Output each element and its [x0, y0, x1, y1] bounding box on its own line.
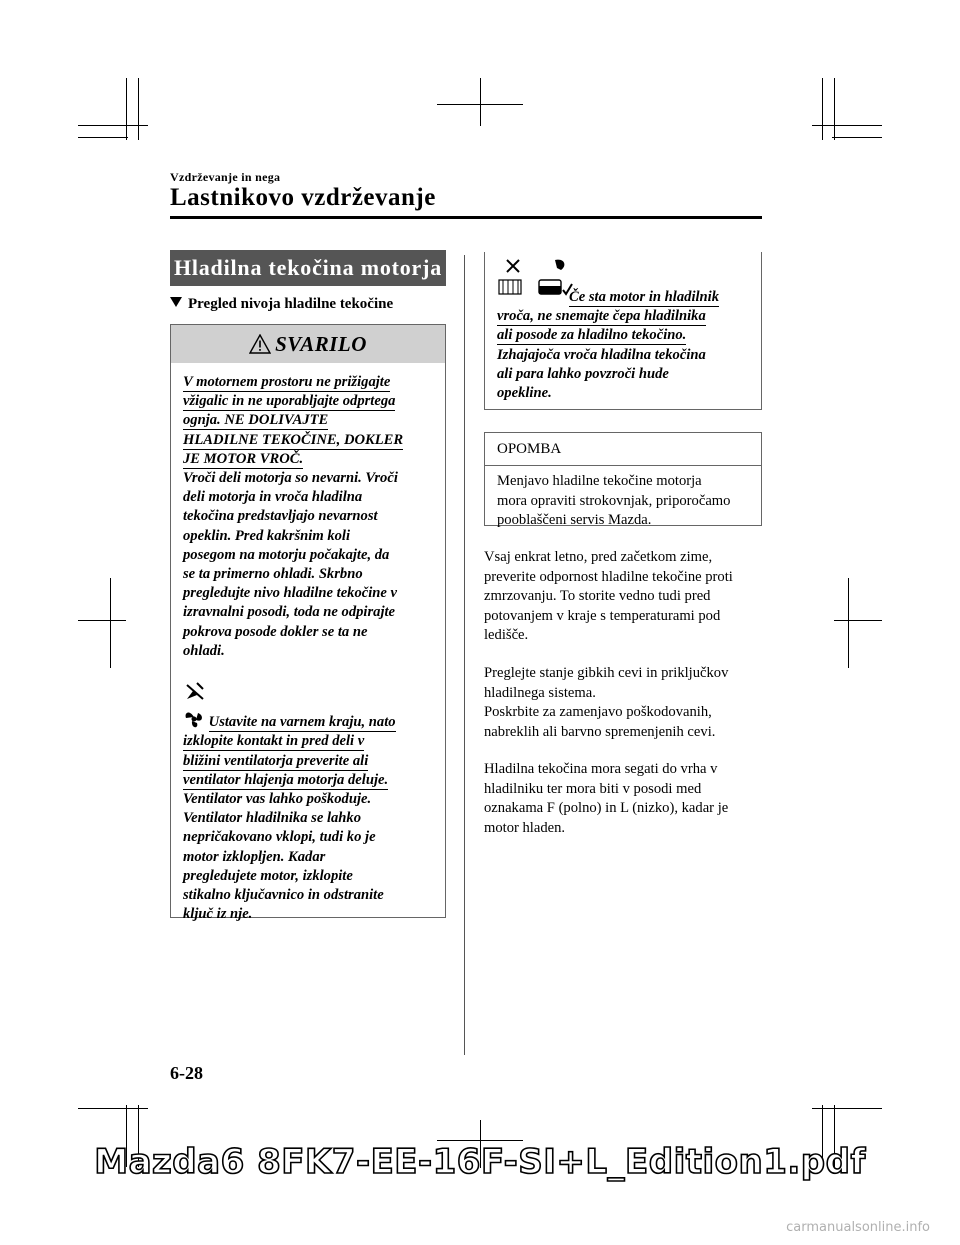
paragraph-line: Vsaj enkrat letno, pred začetkom zime,	[484, 549, 713, 565]
paragraph-2	[484, 664, 764, 742]
warning-line: pokrova posode dokler se ta ne	[183, 623, 368, 640]
warning-line: opeklin. Pred kakršnim koli	[183, 527, 351, 544]
warning-line: pregledujete motor, izklopite	[183, 867, 353, 884]
paragraph-line: oznakama F (polno) in L (nizko), kadar je	[484, 800, 729, 817]
paragraph-line: Poskrbite za zamenjavo poškodovanih,	[484, 704, 712, 721]
warning-line: JE MOTOR VROČ.	[183, 450, 304, 467]
warning-line: V motornem prostoru ne prižigajte	[183, 374, 391, 390]
paragraph-line: zmrzovanju. To storite vedno tudi pred	[484, 588, 711, 605]
warning-line: izklopite kontakt in pred deli v	[183, 733, 365, 750]
fan-icon-row	[183, 681, 435, 709]
caution-line: ali para lahko povzroči hude	[497, 365, 669, 382]
paragraph-line: hladilniku ter mora biti v posodi med	[484, 780, 702, 797]
footer-filename: Mazda6 8FK7-EE-16F-SI+L_Edition1.pdf	[94, 1142, 866, 1182]
warning-line: nepričakovano vklopi, tudi ko je	[183, 829, 376, 846]
warning-line: vžigalic in ne uporabljajte odprtega	[183, 393, 396, 410]
triangle-bullet-icon	[170, 297, 182, 307]
note-line: mora opraviti strokovnjak, priporočamo	[497, 492, 731, 509]
warning-line: izravnalni posodi, toda ne odpirajte	[183, 604, 396, 621]
paragraph-line: potovanjem v kraje s temperaturami pod	[484, 607, 721, 624]
chapter-label: Vzdrževanje in nega	[170, 170, 281, 184]
paragraph-line: motor hladen.	[484, 819, 566, 836]
page-title: Lastnikovo vzdrževanje	[170, 184, 436, 211]
radiator-cap-icon	[497, 256, 531, 300]
caution-line: Izhajajoča vroča hladilna tekočina	[497, 346, 706, 363]
watermark: carmanualsonline.info	[786, 1220, 930, 1235]
column-divider	[464, 255, 465, 1055]
caution-line: opekline.	[497, 385, 552, 402]
paragraph-1	[484, 548, 764, 646]
warning-line: Ventilator hladilnika se lahko	[183, 810, 362, 827]
paragraph-line: hladilnega sistema.	[484, 684, 596, 701]
paragraph-3	[484, 760, 764, 838]
fan-icon	[183, 709, 205, 729]
paragraph-line: Preglejte stanje gibkih cevi in priključkov	[484, 665, 729, 681]
caution-line: Če sta motor in hladilnik	[569, 289, 720, 305]
subheading-text: Pregled nivoja hladilne tekočine	[188, 296, 394, 312]
paragraph-line: nabreklih ali barvno spremenjenih cevi.	[484, 723, 716, 740]
caution-line: vroča, ne snemajte čepa hladilnika	[497, 308, 706, 325]
note-line: Menjavo hladilne tekočine motorja	[497, 473, 702, 489]
warning-header	[171, 325, 445, 363]
warning-line: motor izklopljen. Kadar	[183, 848, 326, 865]
title-rule	[170, 216, 762, 219]
section-banner: Hladilna tekočina motorja	[170, 250, 446, 286]
caution-line: ali posode za hladilno tekočino.	[497, 327, 687, 344]
warning-line: tekočina predstavljajo nevarnost	[183, 508, 378, 525]
no-hand-icon	[183, 681, 207, 703]
warning-line: ohladi.	[183, 642, 225, 659]
note-body	[485, 466, 761, 531]
warning-line: posegom na motorju počakajte, da	[183, 546, 390, 563]
warning-line: Ventilator vas lahko poškoduje.	[183, 791, 372, 808]
warning-line: Ustavite na varnem kraju, nato	[208, 714, 396, 731]
warning-line: stikalno ključavnico in odstranite	[183, 887, 384, 904]
paragraph-line: preverite odpornost hladilne tekočine proti	[484, 568, 733, 585]
subheading	[170, 296, 393, 313]
warning-line: Vroči deli motorja so nevarni. Vroči	[183, 470, 398, 487]
warning-line: pregledujte nivo hladilne tekočine v	[183, 585, 398, 602]
note-line: pooblaščeni servis Mazda.	[497, 512, 652, 529]
page-number: 6-28	[170, 1063, 203, 1083]
warning-line: deli motorja in vroča hladilna	[183, 489, 363, 506]
warning-line: ključ iz nje.	[183, 906, 253, 923]
warning-heading: SVARILO	[275, 331, 367, 356]
warning-body	[171, 363, 445, 924]
caution-box	[484, 252, 762, 410]
paragraph-line: ledišče.	[484, 627, 529, 644]
warning-line: bližini ventilatorja preverite ali	[183, 752, 369, 769]
warning-line: ognja. NE DOLIVAJTE	[183, 412, 329, 429]
warning-box	[170, 324, 446, 923]
warning-line: ventilator hlajenja motorja deluje.	[183, 771, 389, 788]
note-heading: OPOMBA	[485, 433, 761, 466]
warning-line: HLADILNE TEKOČINE, DOKLER	[183, 431, 404, 448]
warning-triangle-icon	[249, 334, 271, 354]
paragraph-line: Hladilna tekočina mora segati do vrha v	[484, 761, 718, 777]
warning-line: se ta primerno ohladi. Skrbno	[183, 566, 363, 583]
note-box	[484, 432, 762, 529]
